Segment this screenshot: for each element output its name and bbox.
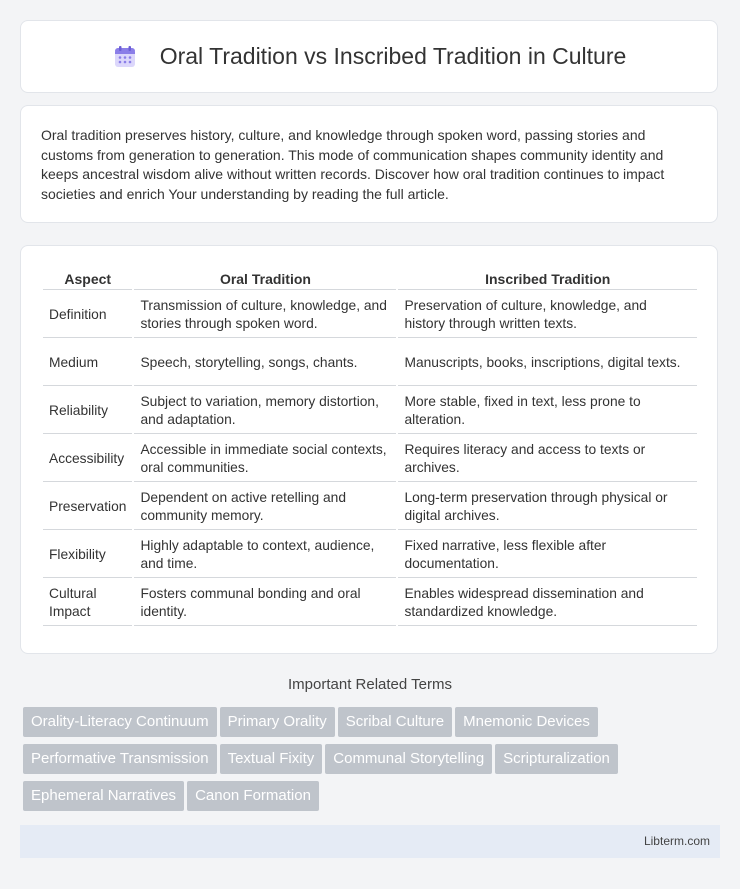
related-term-tag[interactable]: Canon Formation	[187, 781, 319, 811]
cell-inscribed: Fixed narrative, less flexible after documentation.	[398, 532, 697, 578]
cell-aspect: Preservation	[43, 484, 132, 530]
cell-aspect: Reliability	[43, 388, 132, 434]
table-row	[43, 484, 697, 530]
page-title: Oral Tradition vs Inscribed Tradition in Culture	[159, 43, 627, 69]
related-term-tag[interactable]: Scripturalization	[495, 744, 618, 774]
related-term-tag[interactable]: Ephemeral Narratives	[23, 781, 184, 811]
cell-oral: Highly adaptable to context, audience, and time.	[134, 532, 396, 578]
related-term-tag[interactable]: Mnemonic Devices	[455, 707, 598, 737]
comparison-table	[41, 266, 699, 628]
cell-aspect: Accessibility	[43, 436, 132, 482]
related-term-tag[interactable]: Performative Transmission	[23, 744, 217, 774]
header-oral: Oral Tradition	[134, 268, 396, 290]
cell-inscribed: Preservation of culture, knowledge, and history through written texts.	[398, 292, 697, 338]
related-term-tag[interactable]: Textual Fixity	[220, 744, 323, 774]
cell-inscribed: Long-term preservation through physical or digital archives.	[398, 484, 697, 530]
related-term-tag[interactable]: Communal Storytelling	[325, 744, 492, 774]
header-aspect: Aspect	[43, 268, 132, 290]
related-term-tag[interactable]: Orality-Literacy Continuum	[23, 707, 217, 737]
table-row	[43, 388, 697, 434]
cell-inscribed: Requires literacy and access to texts or archives.	[398, 436, 697, 482]
cell-aspect: Definition	[43, 292, 132, 338]
related-term-tag[interactable]: Scribal Culture	[338, 707, 452, 737]
cell-inscribed: Enables widespread dissemination and standardized knowledge.	[398, 580, 697, 626]
cell-aspect: Flexibility	[43, 532, 132, 578]
cell-oral: Subject to variation, memory distortion, and adaptation.	[134, 388, 396, 434]
intro-card	[20, 105, 718, 223]
cell-oral: Speech, storytelling, songs, chants.	[134, 340, 396, 386]
cell-inscribed: More stable, fixed in text, less prone to alteration.	[398, 388, 697, 434]
table-row	[43, 580, 697, 626]
cell-aspect: Cultural Impact	[43, 580, 132, 626]
related-terms-list	[23, 707, 723, 818]
cell-oral: Fosters communal bonding and oral identity.	[134, 580, 396, 626]
related-terms-heading: Important Related Terms	[288, 676, 452, 693]
cell-oral: Accessible in immediate social contexts, oral communities.	[134, 436, 396, 482]
cell-aspect: Medium	[43, 340, 132, 386]
table-row	[43, 340, 697, 386]
calendar-icon	[112, 44, 138, 70]
footer-site-link[interactable]: Libterm.com	[643, 834, 710, 848]
table-row	[43, 436, 697, 482]
table-row	[43, 292, 697, 338]
related-term-tag[interactable]: Primary Orality	[220, 707, 335, 737]
cell-inscribed: Manuscripts, books, inscriptions, digital texts.	[398, 340, 697, 386]
header-card	[20, 20, 718, 93]
cell-oral: Transmission of culture, knowledge, and stories through spoken word.	[134, 292, 396, 338]
table-row	[43, 532, 697, 578]
header-inscribed: Inscribed Tradition	[398, 268, 697, 290]
cell-oral: Dependent on active retelling and community memory.	[134, 484, 396, 530]
comparison-card	[20, 245, 718, 654]
footer	[20, 825, 720, 858]
table-header-row	[43, 268, 697, 290]
intro-text: Oral tradition preserves history, culture, and knowledge through spoken word, passing stories and customs from generation to generation. This mode of communication shapes community identity and keeps ancestral wisdom alive without written records. Discover how oral tradition continues to impact societies and enrich Your understanding by reading the full article.	[41, 127, 665, 202]
